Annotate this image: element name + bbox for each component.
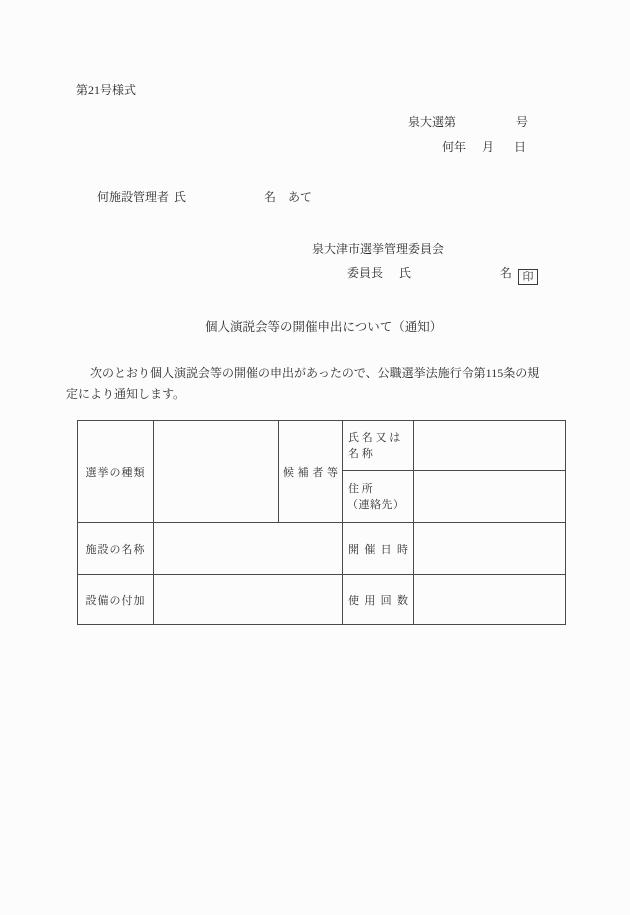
- candidate-name-value-cell: [414, 421, 566, 471]
- issuer-chairman-line: [347, 266, 538, 285]
- label-char: 又: [375, 431, 387, 444]
- issuer-shi: 氏: [399, 266, 412, 280]
- label-char: 住: [348, 482, 359, 495]
- reference-number-line: [408, 115, 528, 129]
- label-char: 時: [396, 543, 408, 556]
- issuer-organization: 泉大津市選挙管理委員会: [312, 242, 445, 256]
- event-datetime-value-cell: [414, 523, 566, 575]
- addressee-manager: 何施設管理者: [97, 190, 170, 204]
- label-char: 用: [364, 594, 376, 607]
- seal-mark: 印: [518, 269, 538, 285]
- application-details-table: [77, 420, 566, 625]
- address-label-line2: （連絡先）: [347, 498, 405, 511]
- date-line: [442, 140, 526, 154]
- addressee-shi: 氏: [174, 190, 187, 204]
- facility-name-label-cell: 施設の名称: [78, 523, 154, 575]
- candidate-address-value-cell: [414, 471, 566, 523]
- equipment-label-cell: 設備の付加: [78, 575, 154, 625]
- date-day: 日: [514, 140, 527, 154]
- label-char: 補: [297, 466, 309, 479]
- addressee-name-blank: [186, 198, 264, 199]
- addressee-line: [97, 190, 312, 204]
- date-gap: [494, 148, 514, 149]
- ref-prefix: 泉大選第: [408, 115, 457, 129]
- issuer-name-blank: [411, 274, 500, 275]
- body-line-1: 次のとおり個人演説会等の開催の申出があったので、公職選挙法施行令第115条の規: [90, 366, 540, 380]
- usage-count-label-cell: [343, 575, 414, 625]
- label-char: は: [389, 431, 401, 444]
- label-char: 称: [361, 447, 373, 460]
- label-char: 候: [283, 466, 294, 479]
- addressee-suffix: あて: [288, 190, 313, 204]
- candidate-address-label-cell: [343, 471, 414, 523]
- label-char: 所: [361, 482, 373, 495]
- facility-name-value-cell: [154, 523, 343, 575]
- body-line-2: 定により通知します。: [66, 386, 186, 401]
- label-char: 回: [380, 594, 392, 607]
- issuer-mei: 名: [500, 266, 513, 280]
- candidates-label-cell: [279, 421, 343, 523]
- usage-count-value-cell: [414, 575, 566, 625]
- date-year: 何年: [442, 140, 467, 154]
- date-month: 月: [482, 140, 495, 154]
- label-char: 等: [326, 466, 338, 479]
- form-number-label: 第21号様式: [76, 83, 137, 97]
- label-char: 者: [312, 466, 324, 479]
- label-char: 名: [348, 447, 359, 460]
- election-type-value-cell: [154, 421, 279, 523]
- addressee-gap: [276, 198, 288, 199]
- label-char: 名: [361, 431, 373, 444]
- addressee-mei: 名: [264, 190, 277, 204]
- label-char: 催: [364, 543, 376, 556]
- label-char: 氏: [348, 431, 359, 444]
- label-char: 使: [348, 594, 359, 607]
- label-char: 開: [348, 543, 359, 556]
- body-paragraph: [66, 363, 568, 404]
- election-type-label-cell: 選挙の種類: [78, 421, 154, 523]
- candidate-name-label-cell: [343, 421, 414, 471]
- issuer-title: 委員長: [347, 266, 384, 280]
- ref-number-blank: [456, 123, 516, 124]
- issuer-gap: [383, 274, 399, 275]
- event-datetime-label-cell: [343, 523, 414, 575]
- label-char: 日: [380, 543, 392, 556]
- date-gap: [466, 148, 482, 149]
- label-char: 数: [396, 594, 408, 607]
- ref-unit: 号: [516, 115, 529, 129]
- document-title: 個人演説会等の開催申出について（通知）: [205, 320, 443, 334]
- equipment-value-cell: [154, 575, 343, 625]
